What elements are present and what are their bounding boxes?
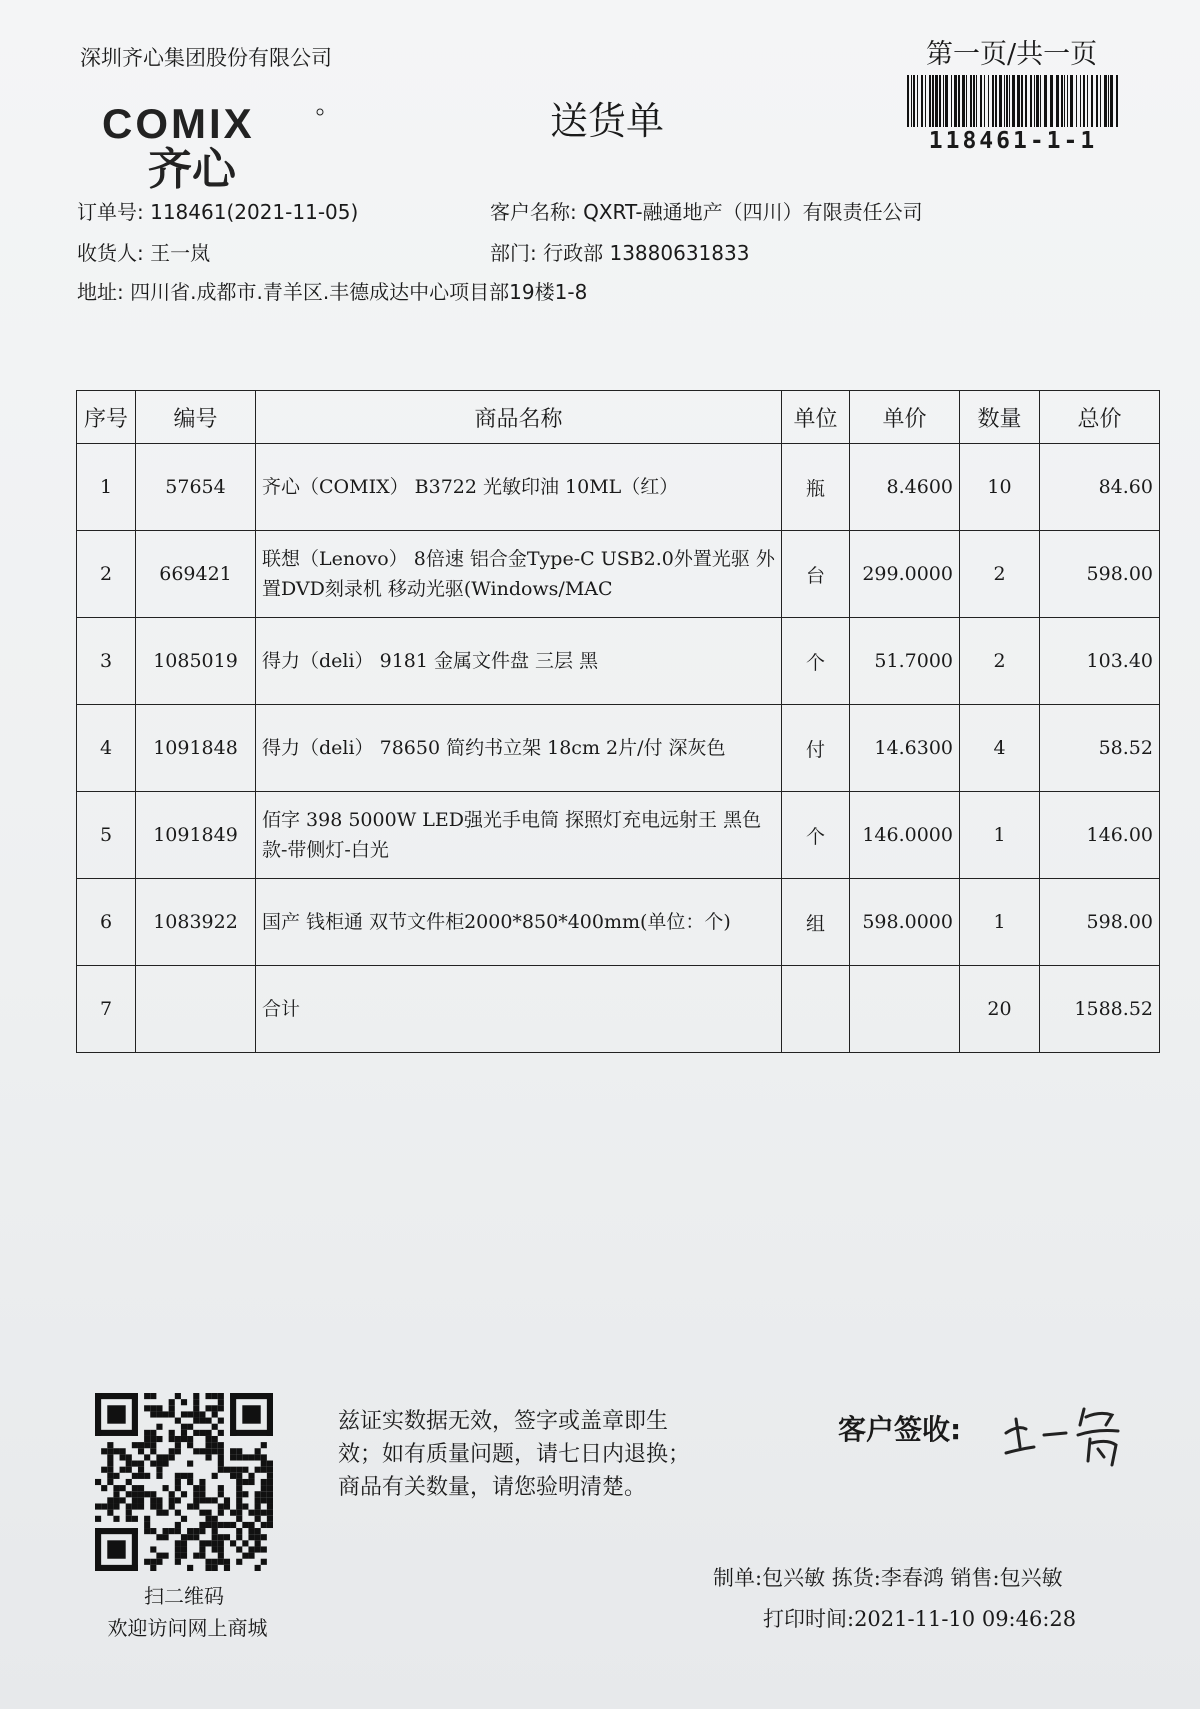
cell-total: 103.40 bbox=[1040, 618, 1160, 705]
comix-logo bbox=[98, 98, 328, 190]
barcode-number: 118461-1-1 bbox=[928, 128, 1098, 154]
cell-code: 669421 bbox=[136, 531, 256, 618]
cell-qty: 2 bbox=[960, 618, 1040, 705]
col-header-qty: 数量 bbox=[960, 391, 1040, 444]
cell-unit: 组 bbox=[782, 879, 850, 966]
cell-name: 佰字 398 5000W LED强光手电筒 探照灯充电远射王 黑色款-带侧灯-白光 bbox=[256, 792, 782, 879]
cell-name: 联想（Lenovo） 8倍速 铝合金Type-C USB2.0外置光驱 外置DVD刻录机 移动光驱(Windows/MAC bbox=[256, 531, 782, 618]
table-row bbox=[77, 531, 1160, 618]
dept-value: 行政部 13880631833 bbox=[543, 241, 750, 265]
cell-no: 1 bbox=[77, 444, 136, 531]
cell-price bbox=[850, 966, 960, 1053]
cell-code: 1085019 bbox=[136, 618, 256, 705]
staff-info: 制单:包兴敏 拣货:李春鸿 销售:包兴敏 bbox=[713, 1566, 1063, 1590]
table-row bbox=[77, 792, 1160, 879]
order-value: 118461(2021-11-05) bbox=[150, 200, 359, 224]
customer-value: QXRT-融通地产（四川）有限责任公司 bbox=[583, 200, 923, 224]
cell-price: 14.6300 bbox=[850, 705, 960, 792]
address-value: 四川省.成都市.青羊区.丰德成达中心项目部19楼1-8 bbox=[130, 280, 588, 304]
cell-no: 6 bbox=[77, 879, 136, 966]
customer-sign-label: 客户签收: bbox=[838, 1413, 962, 1446]
cell-qty: 10 bbox=[960, 444, 1040, 531]
cell-unit: 个 bbox=[782, 792, 850, 879]
cell-code: 57654 bbox=[136, 444, 256, 531]
col-header-no: 序号 bbox=[77, 391, 136, 444]
col-header-code: 编号 bbox=[136, 391, 256, 444]
cell-code: 1091848 bbox=[136, 705, 256, 792]
cell-total: 1588.52 bbox=[1040, 966, 1160, 1053]
receiver-row bbox=[77, 237, 210, 266]
order-number-row bbox=[77, 196, 358, 225]
cell-total: 598.00 bbox=[1040, 879, 1160, 966]
print-time: 打印时间:2021-11-10 09:46:28 bbox=[763, 1607, 1077, 1631]
cell-code bbox=[136, 966, 256, 1053]
customer-name-row bbox=[490, 196, 923, 225]
col-header-unit: 单位 bbox=[782, 391, 850, 444]
cell-unit: 台 bbox=[782, 531, 850, 618]
cell-qty: 2 bbox=[960, 531, 1040, 618]
cell-name: 得力（deli） 78650 简约书立架 18cm 2片/付 深灰色 bbox=[256, 705, 782, 792]
cell-no: 3 bbox=[77, 618, 136, 705]
cell-name: 合计 bbox=[256, 966, 782, 1053]
cell-total: 598.00 bbox=[1040, 531, 1160, 618]
cell-total: 84.60 bbox=[1040, 444, 1160, 531]
receiver-value: 王一岚 bbox=[150, 241, 211, 265]
cell-price: 598.0000 bbox=[850, 879, 960, 966]
qr-code-icon bbox=[95, 1393, 273, 1571]
cell-qty: 4 bbox=[960, 705, 1040, 792]
dept-label: 部门: bbox=[490, 241, 537, 265]
items-table bbox=[76, 390, 1160, 1053]
logo-text: COMIX bbox=[102, 100, 255, 147]
customer-label: 客户名称: bbox=[490, 200, 577, 224]
cell-price: 299.0000 bbox=[850, 531, 960, 618]
cell-no: 2 bbox=[77, 531, 136, 618]
cell-unit: 个 bbox=[782, 618, 850, 705]
cell-total: 146.00 bbox=[1040, 792, 1160, 879]
address-label: 地址: bbox=[77, 280, 124, 304]
cell-code: 1091849 bbox=[136, 792, 256, 879]
cell-name: 得力（deli） 9181 金属文件盘 三层 黑 bbox=[256, 618, 782, 705]
cell-unit: 瓶 bbox=[782, 444, 850, 531]
cell-no: 5 bbox=[77, 792, 136, 879]
cell-qty: 1 bbox=[960, 879, 1040, 966]
cell-no: 4 bbox=[77, 705, 136, 792]
notice-line: 兹证实数据无效，签字或盖章即生 bbox=[338, 1409, 669, 1434]
table-total-row bbox=[77, 966, 1160, 1053]
cell-name: 国产 钱柜通 双节文件柜2000*850*400mm(单位：个) bbox=[256, 879, 782, 966]
page-indicator: 第一页/共一页 bbox=[926, 39, 1098, 70]
company-name: 深圳齐心集团股份有限公司 bbox=[80, 46, 332, 70]
cell-unit: 付 bbox=[782, 705, 850, 792]
cell-unit bbox=[782, 966, 850, 1053]
col-header-price: 单价 bbox=[850, 391, 960, 444]
table-header-row bbox=[77, 391, 1160, 444]
notice-text bbox=[338, 1405, 758, 1504]
notice-line: 效；如有质量问题，请七日内退换； bbox=[338, 1442, 691, 1467]
notice-line: 商品有关数量，请您验明清楚。 bbox=[338, 1475, 647, 1500]
barcode-icon bbox=[907, 75, 1119, 127]
col-header-name: 商品名称 bbox=[256, 391, 782, 444]
cell-code: 1083922 bbox=[136, 879, 256, 966]
department-row bbox=[490, 237, 749, 266]
table-row bbox=[77, 705, 1160, 792]
cell-total: 58.52 bbox=[1040, 705, 1160, 792]
table-row bbox=[77, 444, 1160, 531]
cell-name: 齐心（COMIX） B3722 光敏印油 10ML（红） bbox=[256, 444, 782, 531]
table-row bbox=[77, 879, 1160, 966]
qr-caption-scan: 扫二维码 bbox=[144, 1584, 224, 1608]
address-row bbox=[77, 276, 587, 305]
handwritten-signature bbox=[1000, 1395, 1130, 1475]
document-title: 送货单 bbox=[550, 99, 665, 143]
cell-price: 51.7000 bbox=[850, 618, 960, 705]
qr-caption-welcome: 欢迎访问网上商城 bbox=[107, 1616, 268, 1640]
table-row bbox=[77, 618, 1160, 705]
cell-no: 7 bbox=[77, 966, 136, 1053]
cell-qty: 20 bbox=[960, 966, 1040, 1053]
cell-price: 8.4600 bbox=[850, 444, 960, 531]
cell-price: 146.0000 bbox=[850, 792, 960, 879]
receiver-label: 收货人: bbox=[77, 241, 144, 265]
logo-cn-text: 齐心 bbox=[148, 144, 236, 190]
order-label: 订单号: bbox=[77, 200, 144, 224]
col-header-total: 总价 bbox=[1040, 391, 1160, 444]
cell-qty: 1 bbox=[960, 792, 1040, 879]
